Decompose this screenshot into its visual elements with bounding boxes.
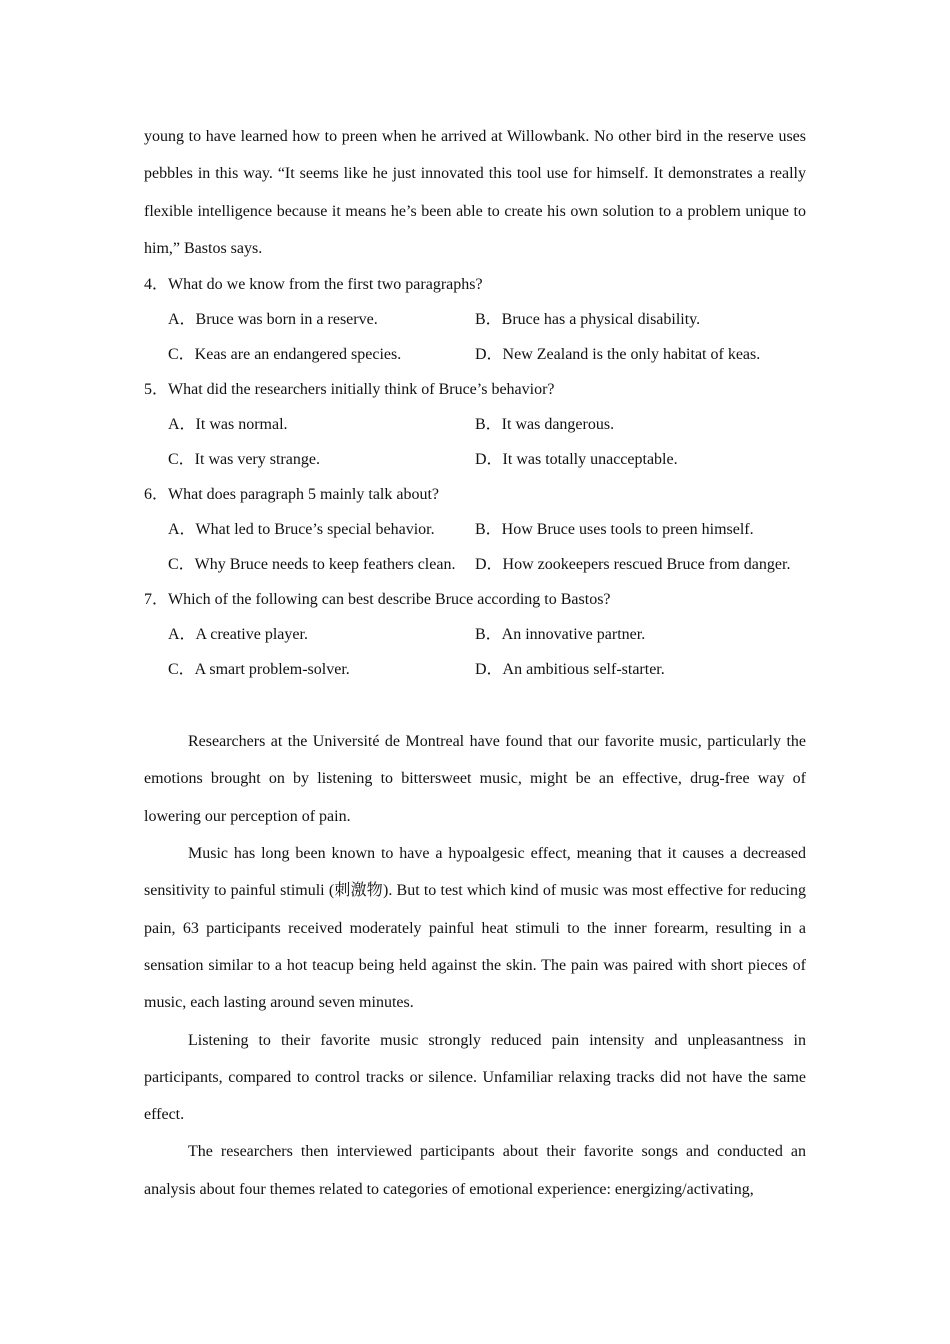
option-c: C．A smart problem-solver. [168,661,350,679]
option-a: A．It was normal. [168,416,288,434]
question-stem: 7．Which of the following can best describe Bruce according to Bastos? [144,591,611,609]
option-c: C．It was very strange. [168,451,320,469]
option-d: D．An ambitious self-starter. [475,661,665,679]
option-row [144,337,806,372]
question-stem: 4．What do we know from the first two paragraphs? [144,276,483,294]
passage-d-paragraph-4: The researchers then interviewed participants about their favorite songs and conducted an analysis about four themes related to categories of emotional experience: energizing/activating, [144,1143,806,1198]
question-5 [144,372,806,477]
passage-d-paragraph-2: Music has long been known to have a hypoalgesic effect, meaning that it causes a decreased sensitivity to painful stimuli (刺激物). But to test which kind of music was most effective for reducing pain, 63 participants received moderately painful heat stimuli to the inner forearm, resulting in a sensation similar to a hot teacup being held against the skin. The pain was paired with short pieces of music, each lasting around seven minutes. [144,845,806,1012]
question-4 [144,267,806,372]
option-b: B．It was dangerous. [475,416,615,434]
option-c: C．Why Bruce needs to keep feathers clean. [168,556,456,574]
question-7 [144,582,806,687]
option-row [144,407,806,442]
question-stem: 5．What did the researchers initially think of Bruce’s behavior? [144,381,555,399]
question-stem: 6．What does paragraph 5 mainly talk about? [144,486,440,504]
option-a: A．What led to Bruce’s special behavior. [168,521,435,539]
option-b: B．Bruce has a physical disability. [475,311,701,329]
option-row [144,512,806,547]
section-gap [144,687,806,723]
passage-d-paragraph-1: Researchers at the Université de Montreal have found that our favorite music, particularly the emotions brought on by listening to bittersweet music, might be an effective, drug-free way of lowering our perception of pain. [144,733,806,825]
option-row [144,442,806,477]
option-a: A．Bruce was born in a reserve. [168,311,378,329]
option-c: C．Keas are an endangered species. [168,346,402,364]
option-row [144,617,806,652]
option-b: B．How Bruce uses tools to preen himself. [475,521,754,539]
option-b: B．An innovative partner. [475,626,646,644]
option-d: D．How zookeepers rescued Bruce from danger. [475,556,791,574]
option-row [144,547,806,582]
question-6 [144,477,806,582]
passage-c-tail-paragraph: young to have learned how to preen when he arrived at Willowbank. No other bird in the reserve uses pebbles in this way. “It seems like he just innovated this tool use for himself. It demonstrates a really flexible intelligence because it means he’s been able to create his own solution to a problem unique to him,” Bastos says. [144,128,806,257]
option-d: D．It was totally unacceptable. [475,451,678,469]
document-page [144,118,806,1208]
option-d: D．New Zealand is the only habitat of keas. [475,346,761,364]
option-a: A．A creative player. [168,626,308,644]
option-row [144,302,806,337]
option-row [144,652,806,687]
passage-d-paragraph-3: Listening to their favorite music strongly reduced pain intensity and unpleasantness in participants, compared to control tracks or silence. Unfamiliar relaxing tracks did not have the same effect. [144,1031,806,1124]
